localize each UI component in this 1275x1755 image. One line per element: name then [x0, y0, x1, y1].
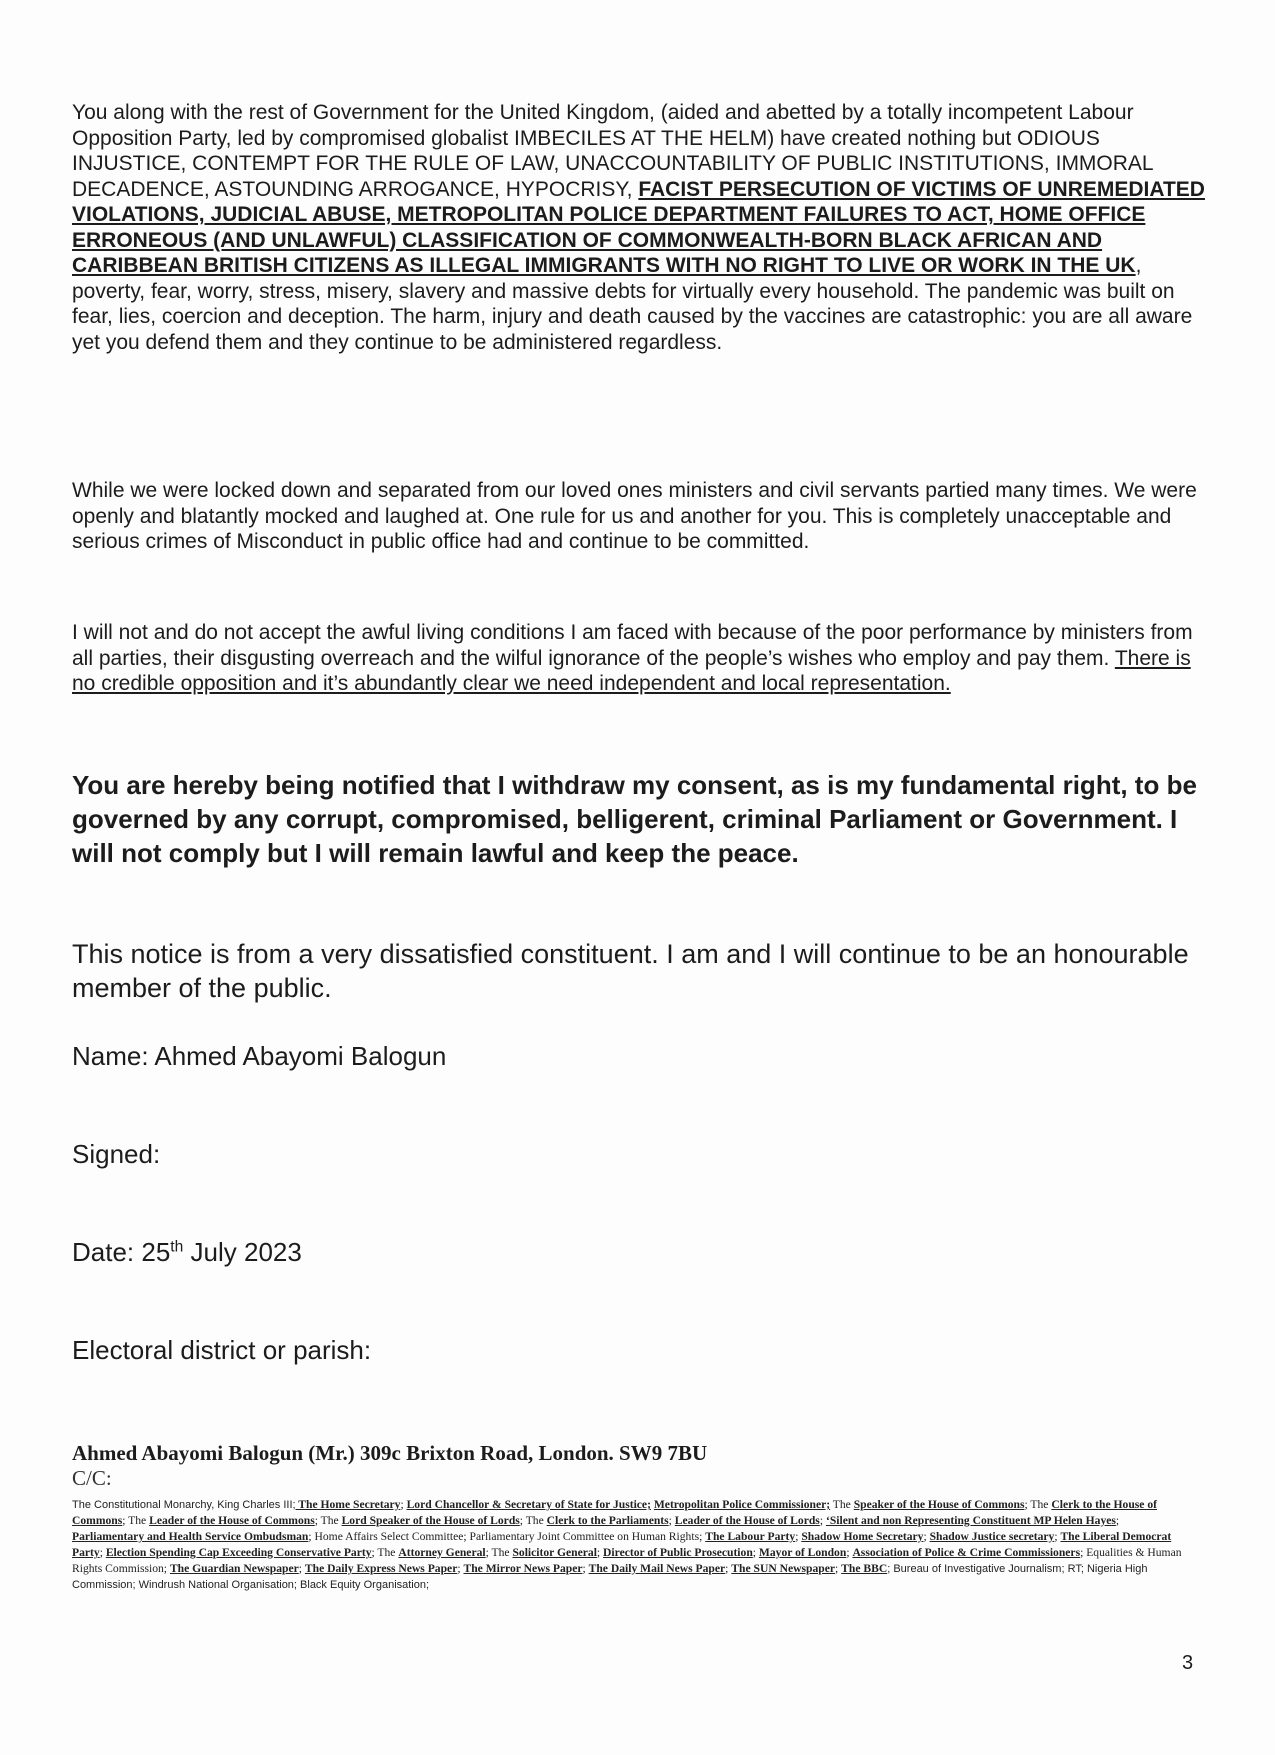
cc-recipient: The Home Secretary [295, 1498, 401, 1511]
cc-label: C/C: [72, 1466, 112, 1490]
cc-text: ; [835, 1562, 842, 1575]
cc-text: ; [298, 1562, 305, 1575]
paragraph-living-conditions [72, 620, 1212, 697]
paragraph-grievances-emphasis: FACIST PERSECUTION OF VICTIMS OF UNREMEDIATED VIOLATIONS, JUDICIAL ABUSE, METROPOLITAN POLICE DEPARTMENT FAILURES TO ACT, HOME OFFICE ERRONEOUS (AND UNLAWFUL) CLASSIFICATION OF COMMONWEALTH-BORN BLACK AFRICAN AND CARIBBEAN BRITISH CITIZENS AS ILLEGAL IMMIGRANTS WITH NO RIGHT TO LIVE OR WORK IN THE UK [72, 177, 1205, 277]
cc-recipient: Solicitor General [512, 1546, 597, 1559]
closing-statement: This notice is from a very dissatisfied constituent. I am and I will continue to be an honourable member of the public. [72, 939, 1189, 1003]
cc-recipient: The Liberal Democrat Party [72, 1530, 1172, 1559]
cc-text: ; The [519, 1514, 547, 1527]
cc-recipient: The Daily Mail News Paper [588, 1562, 726, 1575]
cc-text: ; [668, 1514, 675, 1527]
cc-recipient: Shadow Justice secretary [929, 1530, 1055, 1543]
name-field: Name: Ahmed Abayomi Balogun [72, 1041, 447, 1071]
date-suffix: July 2023 [183, 1237, 302, 1267]
date-prefix: Date: 25 [72, 1237, 171, 1267]
cc-recipient: The BBC [841, 1562, 888, 1575]
cc-text: ; [795, 1530, 802, 1543]
cc-text: ; The [122, 1514, 150, 1527]
paragraph-living-conditions-underlined: There is no credible opposition and it’s abundantly clear we need independent and local representation. [72, 646, 1191, 695]
cc-text: ; The [371, 1546, 399, 1559]
cc-text: The Constitutional Monarchy, King Charles III; [72, 1499, 296, 1511]
cc-text: ; Equalities & Human Rights Commission; [72, 1546, 1182, 1575]
cc-text: ; The [485, 1546, 513, 1559]
cc-text: ; [819, 1514, 826, 1527]
date-field [72, 1236, 302, 1268]
cc-recipient: Director of Public Prosecution [603, 1546, 753, 1559]
cc-text: ; [596, 1546, 604, 1559]
cc-recipient: Leader of the House of Commons [149, 1514, 315, 1527]
paragraph-lockdown: While we were locked down and separated from our loved ones ministers and civil servants partied many times. We were openly and blatantly mocked and laughed at. One rule for us and another for you. This is completely unacceptable and serious crimes of Misconduct in public office had and continue to be committed. [72, 479, 1197, 553]
cc-recipient: Lord Chancellor & Secretary of State for Justice; [406, 1498, 651, 1511]
cc-text: ; The [1024, 1498, 1052, 1511]
cc-recipient: Attorney General [398, 1546, 486, 1559]
cc-recipient: The Mirror News Paper [463, 1562, 583, 1575]
cc-text: ; [923, 1530, 930, 1543]
cc-text: ; [752, 1546, 759, 1559]
cc-recipient: Speaker of the House of Commons [853, 1498, 1025, 1511]
cc-text: ; [1115, 1514, 1120, 1527]
paragraph-grievances-text: You along with the rest of Government for the United Kingdom, (aided and abetted by a totally incompetent Labour Opposition Party, led by compromised globalist IMBECILES AT THE HELM) have created nothing but ODIOUS INJUSTICE, CONTEMPT FOR THE RULE OF LAW, UNACCOUNTABILITY OF PUBLIC INSTITUTIONS, IMMORAL DECADENCE, ASTOUNDING ARROGANCE, HYPOCRISY, [72, 101, 1153, 201]
cc-text: ; The [314, 1514, 342, 1527]
sender-address: Ahmed Abayomi Balogun (Mr.) 309c Brixton Road, London. SW9 7BU [72, 1441, 708, 1465]
cc-text: ; [400, 1498, 407, 1511]
cc-text: ; [1054, 1530, 1061, 1543]
cc-text: The [830, 1498, 854, 1511]
cc-recipient: Metropolitan Police Commissioner; [653, 1498, 831, 1511]
signed-field: Signed: [72, 1139, 161, 1169]
cc-recipient: Shadow Home Secretary [801, 1530, 924, 1543]
cc-recipient: ‘Silent and non Representing Constituent MP Helen Hayes [825, 1514, 1116, 1527]
cc-recipient: Lord Speaker of the House of Lords [341, 1514, 520, 1527]
cc-recipient: Leader of the House of Lords [674, 1514, 820, 1527]
cc-text: ; [846, 1546, 853, 1559]
cc-recipient: Association of Police & Crime Commissioners [852, 1546, 1081, 1559]
cc-text: ; [457, 1562, 464, 1575]
date-superscript: th [170, 1238, 184, 1256]
cc-recipient: Clerk to the Parliaments [546, 1514, 669, 1527]
cc-recipient: Parliamentary and Health Service Ombudsman [72, 1530, 309, 1543]
cc-recipient: The Labour Party [705, 1530, 796, 1543]
cc-recipient: The Daily Express News Paper [304, 1562, 458, 1575]
cc-text: ; Bureau of Investigative Journalism; RT; Nigeria High Commission; Windrush National Organisation; Black Equity Organisation; [72, 1563, 1148, 1591]
cc-text: ; [725, 1562, 732, 1575]
consent-withdrawal-notice: You are hereby being notified that I withdraw my consent, as is my fundamental right, to be governed by any corrupt, compromised, belligerent, criminal Parliament or Government. I will not comply but I will remain lawful and keep the peace. [72, 770, 1197, 868]
paragraph-living-conditions-text: I will not and do not accept the awful living conditions I am faced with because of the poor performance by ministers from all parties, their disgusting overreach and the wilful ignorance of the people’s wishes who employ and pay them. [72, 621, 1193, 670]
paragraph-grievances-continued: , poverty, fear, worry, stress, misery, slavery and massive debts for virtually every household. The pandemic was built on fear, lies, coercion and deception. The harm, injury and death caused by the vaccines are catastrophic: you are all aware yet you defend them and they continue to be administered regardless. [72, 254, 1193, 354]
cc-text: ; [99, 1546, 106, 1559]
cc-recipient: Clerk to the House of Commons [72, 1498, 1157, 1527]
cc-text: ; Home Affairs Select Committee; Parliamentary Joint Committee on Human Rights; [308, 1530, 706, 1543]
cc-recipient: Election Spending Cap Exceeding Conservative Party [105, 1546, 372, 1559]
cc-recipient: The Guardian Newspaper [169, 1562, 299, 1575]
cc-recipient-list [72, 1497, 1187, 1593]
cc-text: ; [582, 1562, 589, 1575]
page-number: 3 [1182, 1652, 1194, 1674]
electoral-district-field: Electoral district or parish: [72, 1335, 372, 1365]
cc-recipient: The SUN Newspaper [731, 1562, 836, 1575]
paragraph-grievances [72, 100, 1212, 355]
cc-recipient: Mayor of London [758, 1546, 847, 1559]
